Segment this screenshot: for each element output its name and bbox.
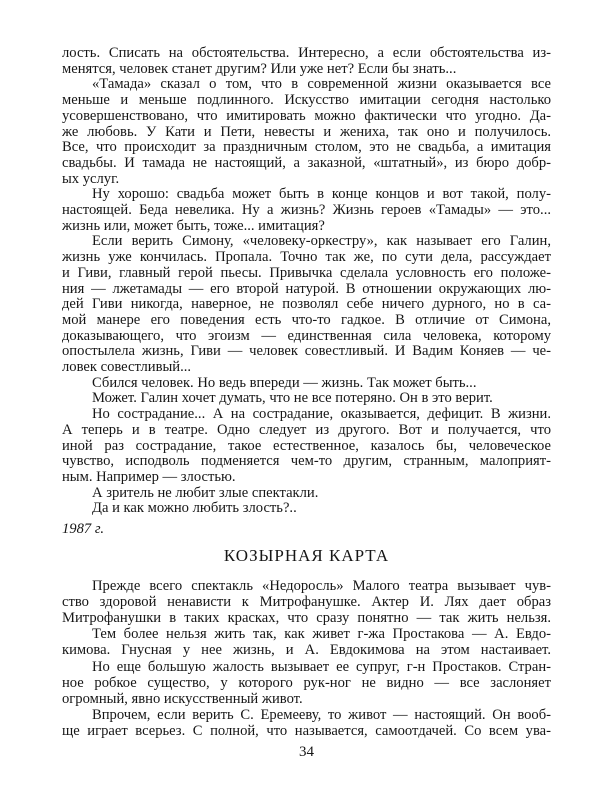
text-line: усовершенствовано, что имитировать можно фактически что угодно. Да-	[62, 107, 551, 124]
text-line: мой манере его поведения есть что-то гадкое. В отличие от Симона,	[62, 311, 551, 328]
text-line: жизнь уже кончилась. Пропала. Точно так же, по сути дела, рассуждает	[62, 249, 551, 266]
text-line: менятся, человек станет другим? Или уже нет? Если бы знать...	[62, 60, 457, 77]
text-line: Сбился человек. Но ведь впереди — жизнь. Так может быть...	[92, 374, 477, 391]
text-line: Митрофанушки в таких красках, что сразу понятно — так жить нельзя.	[62, 610, 551, 627]
article-date: 1987 г.	[62, 521, 104, 537]
text-line: Да и как можно любить злость?..	[92, 500, 297, 517]
text-line: А теперь и в театре. Одно следует из другого. Вот и получается, что	[62, 421, 551, 438]
text-line: иной раз сострадание, такое естественное, казалось бы, человеческое	[62, 437, 551, 454]
text-line: Тем более нельзя жить так, как живет г-жа Простакова — А. Евдо-	[92, 626, 551, 643]
text-line: ще играет всерьез. С полной, что называется, самоотдачей. Со всем ува-	[62, 722, 551, 739]
text-line: ное робкое существо, у которого рук-ног не видно — все заслоняет	[62, 674, 551, 691]
text-line: ство здоровой ненависти к Митрофанушке. Актер И. Лях дает образ	[62, 594, 551, 611]
text-line: и Гиви, главный герой пьесы. Привычка сделала условность его положе-	[62, 264, 551, 281]
text-line: Может. Галин хочет думать, что не все потеряно. Он в это верит.	[92, 390, 493, 407]
text-line: жизнь или, может быть, тоже... имитация?	[62, 217, 325, 234]
text-line: Но еще большую жалость вызывает ее супруг, г-н Простаков. Стран-	[92, 658, 551, 675]
text-line: лость. Списать на обстоятельства. Интересно, а если обстоятельства из-	[62, 45, 551, 61]
text-line: Прежде всего спектакль «Недоросль» Малого театра вызывает чув-	[92, 578, 551, 594]
text-line: кимова. Гнусная у нее жизнь, и А. Евдокимова на этом настаивает.	[62, 642, 551, 659]
text-line: же любовь. У Кати и Пети, невесты и жениха, так оно и получилось.	[62, 123, 551, 140]
text-line: Но сострадание... А на сострадание, оказывается, дефицит. В жизни.	[92, 406, 551, 423]
text-line: ния — лжетамады — его второй натурой. В отношении окружающих лю-	[62, 280, 551, 297]
text-line: А зритель не любит злые спектакли.	[92, 484, 319, 501]
text-line: дей Гиви никогда, наверное, не позволял себе ничего дурного, но в са-	[62, 296, 551, 313]
text-line: свадьбы. И тамада не настоящий, а заказной, «штатный», из бюро добр-	[62, 154, 551, 171]
text-line: опостылела жизнь, Гиви — человек совестливый. И Вадим Коняев — че-	[62, 343, 551, 360]
article-title: КОЗЫРНАЯ КАРТА	[223, 546, 390, 565]
text-line: огромный, явно искусственный живот.	[62, 690, 303, 707]
text-line: Впрочем, если верить С. Еремееву, то живот — настоящий. Он вооб-	[92, 706, 551, 723]
text-line: «Тамада» сказал о том, что в современной жизни оказывается все	[92, 76, 551, 93]
text-line: Ну хорошо: свадьба может быть в конце концов и вот такой, полу-	[92, 186, 551, 203]
text-line: ых услуг.	[62, 170, 120, 187]
page-number: 34	[299, 744, 314, 760]
text-line: Все, что происходит за праздничным столом, это не свадьба, а имитация	[62, 139, 551, 156]
text-line: ным. Например — злостью.	[62, 468, 236, 485]
text-line: чувство, исподволь подменяется чем-то другим, странным, малоприят-	[62, 453, 551, 470]
text-line: Если верить Симону, «человеку-оркестру», как называет его Галин,	[92, 233, 551, 250]
text-line: меньше и меньше подлинного. Искусство имитации сегодня настолько	[62, 92, 551, 109]
text-line: ловек совестливый...	[62, 359, 192, 375]
text-line: доказывающего, что эгоизм — единственная сила человека, которому	[62, 327, 551, 344]
text-line: настоящей. Беда невелика. Ну а жизнь? Жизнь героев «Тамады» — это...	[62, 202, 551, 218]
